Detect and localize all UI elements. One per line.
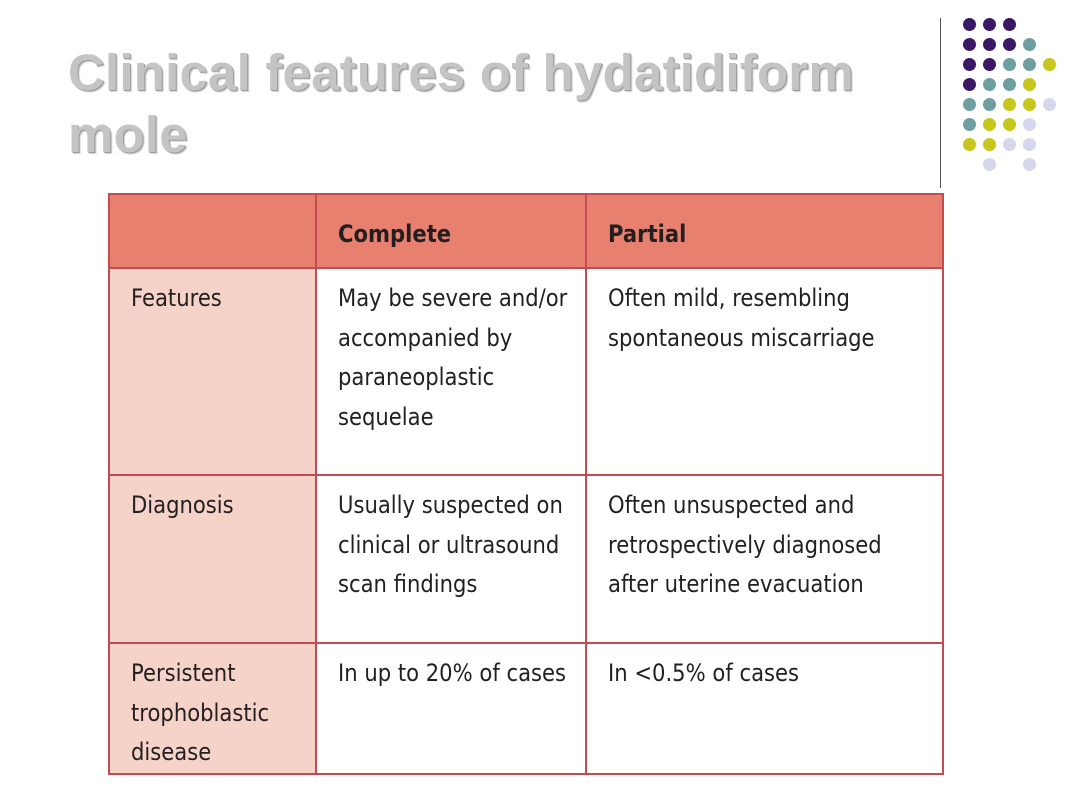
decorative-dot-yellow	[983, 118, 996, 131]
decorative-dot-lavender	[983, 158, 996, 171]
decorative-dot-teal	[1003, 58, 1016, 71]
decorative-dot-yellow	[963, 138, 976, 151]
decorative-dot-purple	[1003, 38, 1016, 51]
decorative-dot-purple	[963, 58, 976, 71]
decorative-dot-teal	[1003, 78, 1016, 91]
cell-diagnosis-partial: Often unsuspected and retrospectively diagnosed after uterine evacuation	[586, 475, 943, 643]
decorative-dot-purple	[963, 78, 976, 91]
cell-ptd-partial: In <0.5% of cases	[586, 643, 943, 774]
decorative-dot-yellow	[1043, 58, 1056, 71]
decorative-dot-teal	[1023, 58, 1036, 71]
decorative-dot-purple	[1003, 18, 1016, 31]
mole-comparison-table	[108, 193, 944, 775]
decorative-dot-purple	[983, 38, 996, 51]
cell-diagnosis-complete: Usually suspected on clinical or ultrasound scan findings	[316, 475, 586, 643]
header-cell-complete: Complete	[316, 194, 586, 268]
table-row	[109, 268, 943, 475]
header-cell-partial: Partial	[586, 194, 943, 268]
decorative-dot-lavender	[1023, 118, 1036, 131]
cell-features-partial: Often mild, resembling spontaneous miscarriage	[586, 268, 943, 475]
decorative-dot-lavender	[1043, 98, 1056, 111]
row-label-features: Features	[109, 268, 316, 475]
slide-title: Clinical features of hydatidiform mole	[68, 44, 854, 163]
decorative-dot-purple	[963, 18, 976, 31]
decorative-dot-purple	[963, 38, 976, 51]
row-label-diagnosis: Diagnosis	[109, 475, 316, 643]
cell-ptd-complete: In up to 20% of cases	[316, 643, 586, 774]
decorative-dot-yellow	[1023, 98, 1036, 111]
row-label-persistent-trophoblastic-disease: Persistent trophoblastic disease	[109, 643, 316, 774]
decorative-dot-yellow	[1003, 98, 1016, 111]
table-header-row	[109, 194, 943, 268]
decorative-dot-lavender	[1003, 138, 1016, 151]
decorative-dot-purple	[983, 18, 996, 31]
decorative-dot-teal	[963, 118, 976, 131]
decorative-dot-teal	[983, 78, 996, 91]
decorative-dot-lavender	[1023, 138, 1036, 151]
decorative-dot-teal	[1023, 38, 1036, 51]
comparison-table-container	[108, 193, 944, 775]
cell-features-complete: May be severe and/or accompanied by paraneoplastic sequelae	[316, 268, 586, 475]
accent-divider-line	[940, 18, 941, 188]
table-row	[109, 475, 943, 643]
table-row	[109, 643, 943, 774]
decorative-dot-yellow	[983, 138, 996, 151]
header-cell-empty	[109, 194, 316, 268]
decorative-dot-purple	[983, 58, 996, 71]
decorative-dot-lavender	[1023, 158, 1036, 171]
decorative-dot-yellow	[1003, 118, 1016, 131]
decorative-dot-yellow	[1023, 78, 1036, 91]
decorative-dot-teal	[983, 98, 996, 111]
decorative-dot-teal	[963, 98, 976, 111]
